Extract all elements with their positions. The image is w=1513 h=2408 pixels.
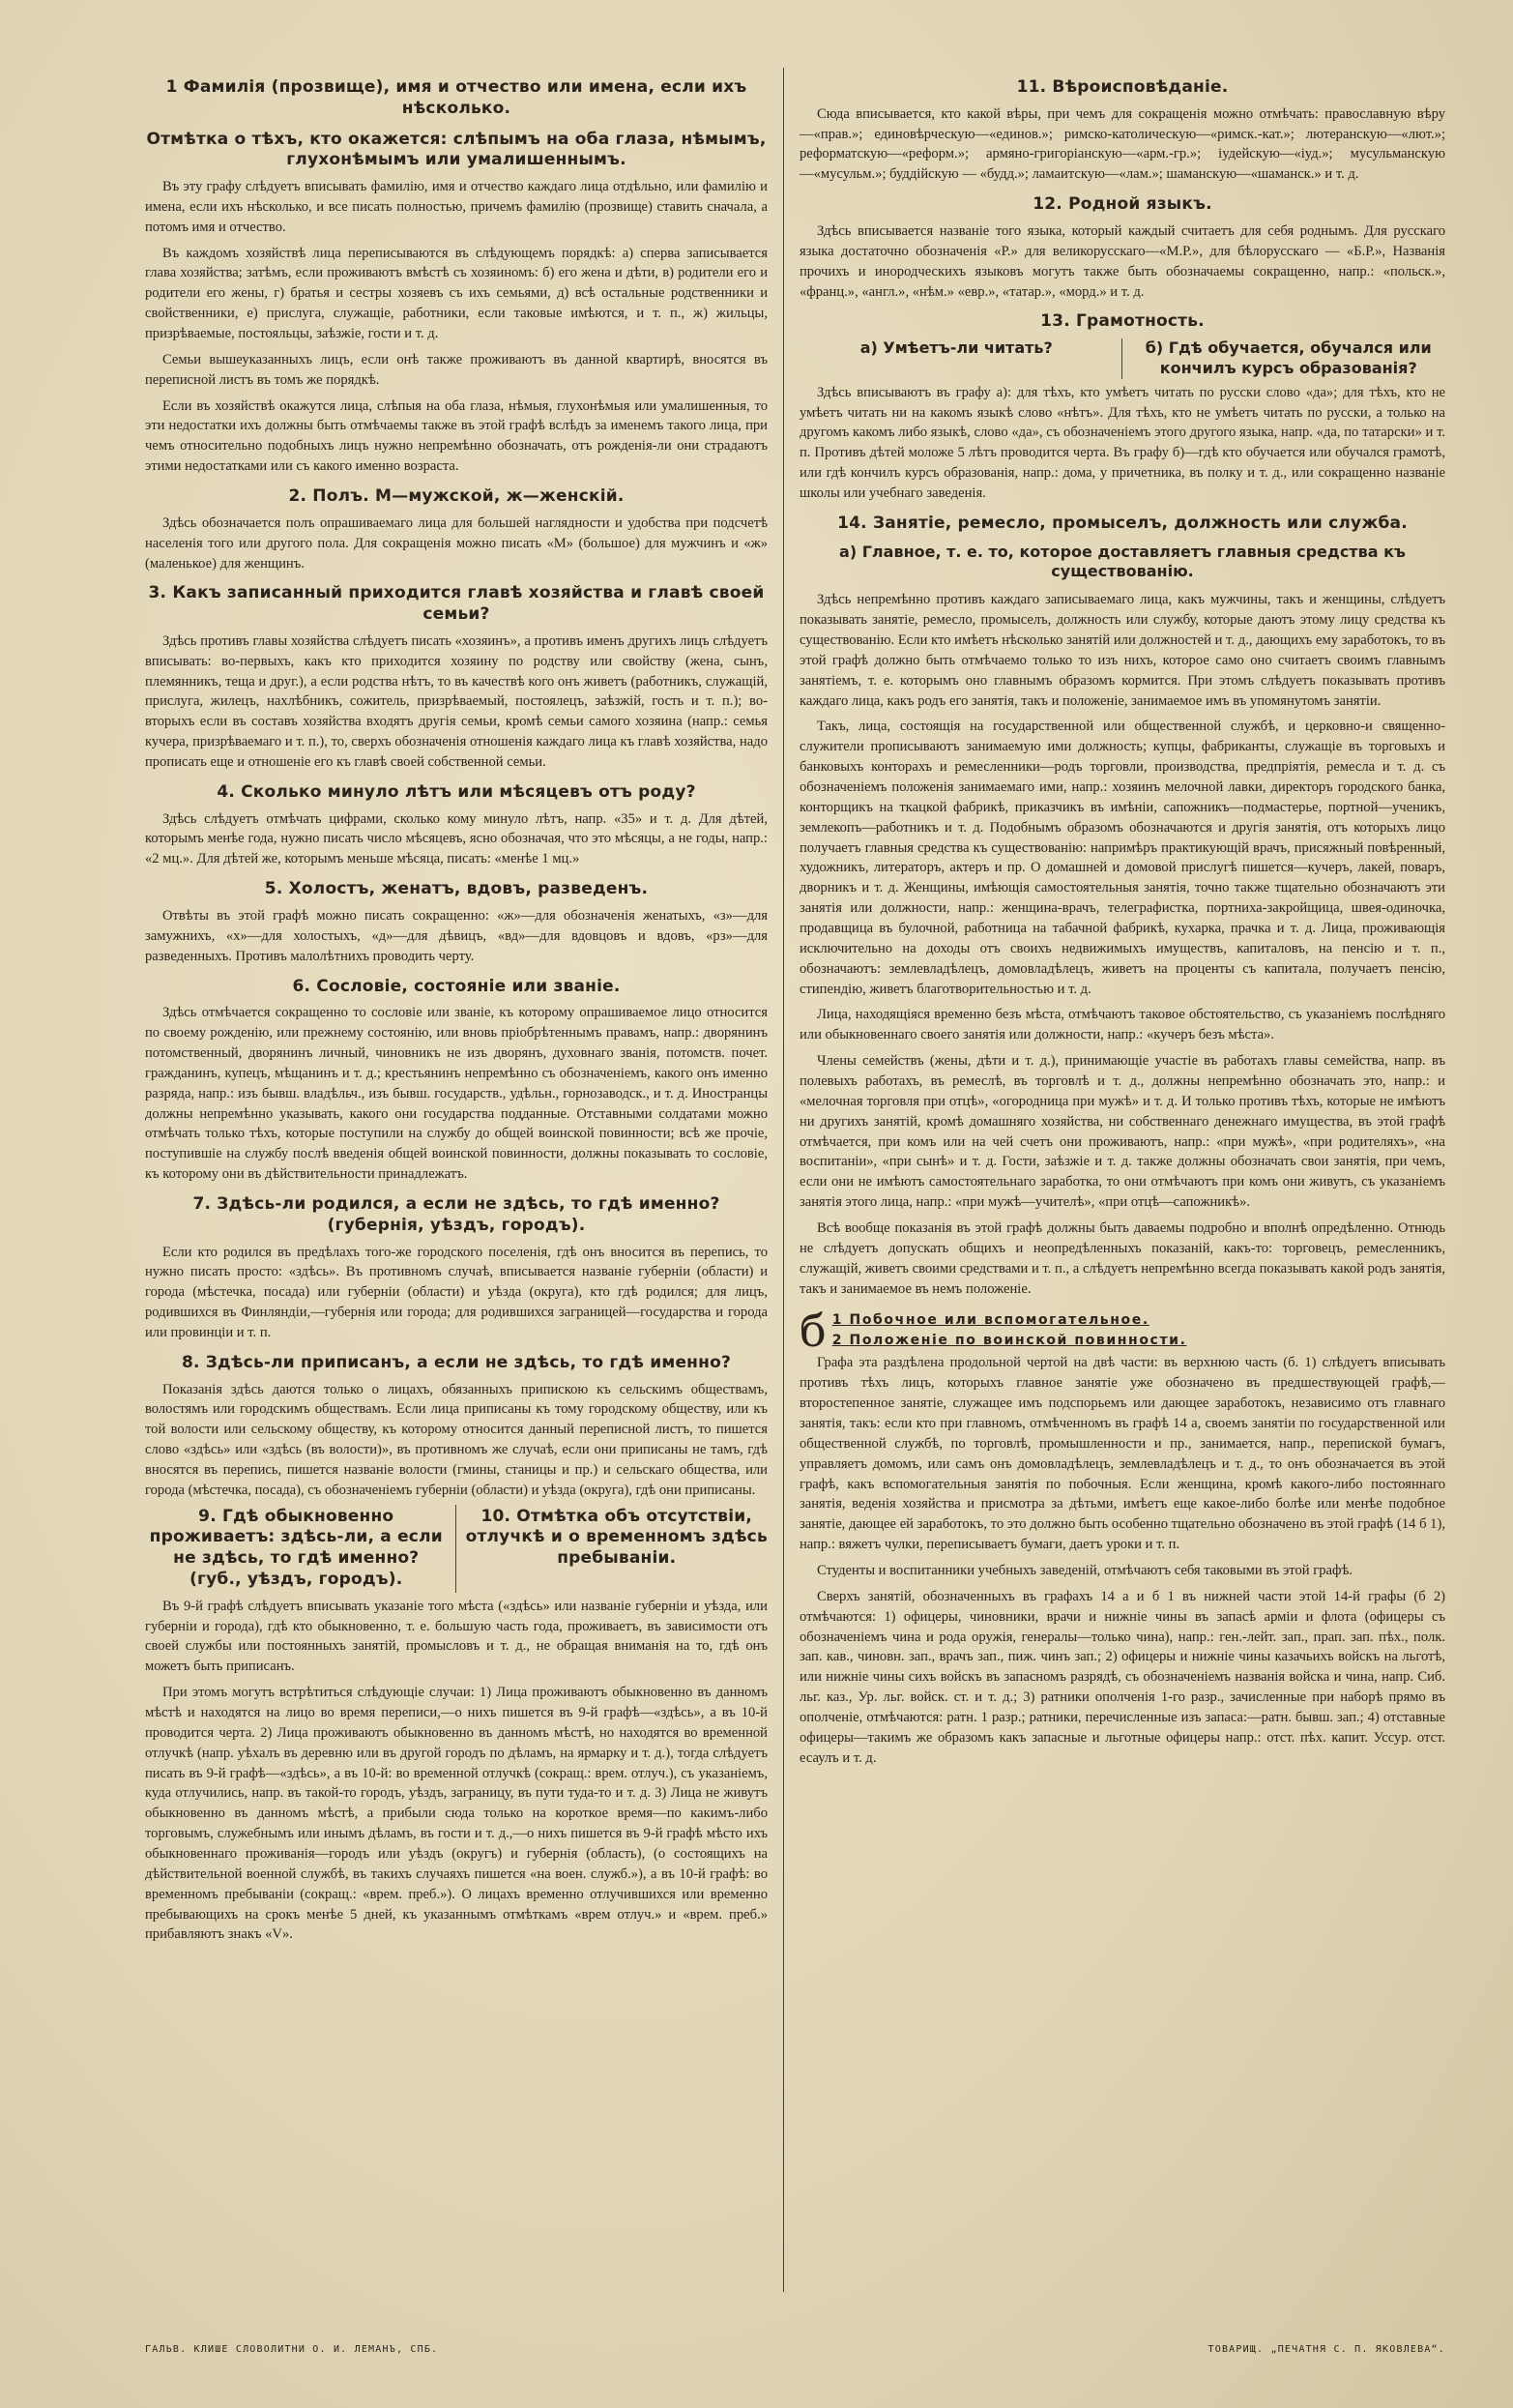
section-2-paragraph: Здѣсь обозначается полъ опрашиваемаго лица для большей наглядности и удобства при подсчетѣ населенія того или другого пола. Для сокращенія можно писать «М» (большое) для мужчинъ и «ж» (маленькое) для женщинъ. <box>145 514 768 572</box>
section-2-title: 2. Полъ. М—мужской, ж—женскій. <box>288 486 625 507</box>
section-14-paragraph: Члены семействъ (жены, дѣти и т. д.), принимающіе участіе въ работахъ главы семейства, напр. въ полевыхъ работахъ, въ ремеслѣ, въ торговлѣ и т. д., должны непремѣнно обозначать это, напр.: и «мелочная торговля при отцѣ», «огородница при мужѣ» и т. д. И только противъ тѣхъ, которые не имѣютъ ни другихъ занятій, кромѣ домашняго хозяйства, ни собственнаго денежнаго имущества, въ этой графѣ отмѣчается, при комъ или на чей счетъ они проживаютъ, напр.: «при мужѣ», «при родителяхъ», «на воспитаніи», «при сынѣ» и т. д. Гости, заѣзжіе и т. д. также должны обозначать свои занятія, при чемъ, если они не имѣютъ самостоятельнаго заработка, то они отмѣчаютъ при комъ они живутъ, съ указаніемъ занятія этого лица, напр.: «при мужѣ—учителѣ», «при отцѣ—сапожникѣ». <box>800 1053 1445 1211</box>
note-1: 1 Побочное или вспомогательное. <box>831 1312 1149 1329</box>
section-5-title: 5. Холостъ, женатъ, вдовъ, разведенъ. <box>264 879 649 899</box>
section-14b-notes <box>800 1305 1445 1358</box>
sections-9-10-header <box>145 1505 768 1593</box>
section-14-paragraph: Здѣсь непремѣнно противъ каждаго записываемаго лица, какъ мужчины, такъ и женщины, слѣдуетъ показывать занятіе, ремесло, промыселъ, должность или службу, которые даютъ этому лицу средства къ существованію. Если кто имѣетъ нѣсколько занятій или должностей и т. д., дающихъ ему заработокъ, то въ этой графѣ должно быть отмѣчаемо только то изъ нихъ, которое само оно считаетъ своимъ главнымъ занятіемъ, т. е. которымъ оно главнымъ образомъ кормится. При этомъ слѣдуетъ показывать противъ каждаго лица, какъ родъ его занятія, такъ и положеніе, занимаемое имъ въ упомянутомъ занятіи. <box>800 592 1445 709</box>
section-3-title: 3. Какъ записанный приходится главѣ хозяйства и главѣ своей семьи? <box>148 583 765 625</box>
section-4-title: 4. Сколько минуло лѣтъ или мѣсяцевъ отъ роду? <box>217 781 696 802</box>
footer-left-imprint: ГАЛЬВ. КЛИШЕ СЛОВОЛИТНИ О. И. ЛЕМАНЪ, СПБ. <box>145 2344 439 2355</box>
left-column <box>145 68 783 2292</box>
section-1-paragraph: Семьи вышеуказанныхъ лицъ, если онѣ также проживаютъ въ данной квартирѣ, вносятся въ переписной листъ въ томъ же порядкѣ. <box>145 351 768 388</box>
section-1-title: 1 Фамилія (прозвище), имя и отчество или имена, если ихъ нѣсколько. <box>165 77 747 118</box>
section-1-paragraph: Въ каждомъ хозяйствѣ лица переписываются въ слѣдующемъ порядкѣ: а) сперва записывается глава хозяйства; затѣмъ, если проживаютъ вмѣстѣ съ хозяиномъ: б) его жена и дѣти, в) родители его и родители его жены, г) братья и сестры хозяевъ съ ихъ семьями, д) всѣ остальные родственники и свойственники, е) прислуга, служащіе, работники, если таковые имѣются, и т. п., ж) жильцы, призрѣваемые, постояльцы, заѣзжіе, гости и т. д. <box>145 245 768 342</box>
section-14-title: 14. Занятіе, ремесло, промыселъ, должность или служба. <box>837 513 1408 533</box>
printer-footer <box>145 2344 1445 2355</box>
right-column <box>783 68 1445 2292</box>
section-4-paragraph: Здѣсь слѣдуетъ отмѣчать цифрами, сколько кому минуло лѣтъ, напр. «35» и т. д. Для дѣтей, которымъ менѣе года, нужно писать число мѣсяцевъ, ясно обозначая, что это мѣсяцы, а не годы, напр.: «2 мц.». Для дѣтей же, которымъ меньше мѣсяца, писать: «менѣе 1 мц.» <box>145 810 768 867</box>
section-10-title: 10. Отмѣтка объ отсутствіи, отлучкѣ и о временномъ здѣсь пребываніи. <box>465 1506 768 1569</box>
section-14-paragraph: Лица, находящіяся временно безъ мѣста, отмѣчаютъ таковое обстоятельство, съ указаніемъ послѣдняго или обыкновеннаго своего занятія или должности, напр.: «кучеръ безъ мѣста». <box>800 1007 1445 1043</box>
section-9-paragraph: Въ 9-й графѣ слѣдуетъ вписывать указаніе того мѣста («здѣсь» или названіе губерніи и уѣзда, или губерніи и города), гдѣ кто обыкновенно, т. е. большую часть года, проживаетъ, въ зависимости отъ своей службы или постоянныхъ занятій, промысловъ и т. д., не обращая вниманія на то, гдѣ онъ можетъ быть приписанъ. <box>145 1598 768 1675</box>
footer-right-imprint: ТОВАРИЩ. „ПЕЧАТНЯ С. П. ЯКОВЛЕВА“. <box>1207 2344 1445 2355</box>
section-13-subheaders <box>800 338 1445 379</box>
section-9-title: 9. Гдѣ обыкновенно проживаетъ: здѣсь-ли, а если не здѣсь, то гдѣ именно? (губ., уѣздъ, городъ). <box>149 1506 443 1589</box>
section-6-paragraph: Здѣсь отмѣчается сокращенно то сословіе или званіе, къ которому опрашиваемое лицо относится по своему рожденію, или прежнему состоянію, или вновь пріобрѣтеннымъ правамъ, напр.: дворянинъ потомственный, дворянинъ личный, чиновникъ не изъ дворянъ, духовнаго званія, потомств. почет. гражданинъ, купецъ, мѣщанинъ и т. д.; крестьянинъ непремѣнно съ обозначеніемъ, какого онъ именно разряда, напр.: изъ бывш. владѣльч., изъ бывш. государств., удѣльн., горнозаводск., и т. д. Иностранцы должны непремѣнно указывать, какого они государства подданные. Отставными солдатами можно отмѣчать только тѣхъ, которые поступили на службу до общей воинской повинности; всѣ же прочіе, поступившіе на службу послѣ введенія общей воинской повинности, должны показывать то сословіе, къ которому они въ дѣйствительности принадлежатъ. <box>145 1005 768 1183</box>
section-7-title: 7. Здѣсь-ли родился, а если не здѣсь, то гдѣ именно? (губернія, уѣздъ, городъ). <box>192 1194 720 1235</box>
section-13-title: 13. Грамотность. <box>1040 311 1205 332</box>
section-6-title: 6. Сословіе, состояніе или званіе. <box>292 976 621 996</box>
section-13a-title: а) Умѣетъ-ли читать? <box>859 338 1053 358</box>
section-7-paragraph: Если кто родился въ предѣлахъ того-же городского поселенія, гдѣ онъ вносится въ перепись, то нужно писать просто: «здѣсь». Въ противномъ случаѣ, вписывается названіе губерніи (области) и города (мѣстечка, посада) или губерніи (области) и уѣзда (округа), кто гдѣ родился; для лицъ, родившихся въ Финляндіи,—губернія или города; для родившихся заграницей—государства и города или провинціи и т. п. <box>145 1244 768 1340</box>
section-13b-title: б) Гдѣ обучается, обучался или кончилъ курсъ образованія? <box>1145 338 1432 377</box>
section-5-paragraph: Отвѣты въ этой графѣ можно писать сокращенно: «ж»—для обозначенія женатыхъ, «з»—для замужнихъ, «х»—для холостыхъ, «д»—для дѣвицъ, «вд»—для вдовцовъ и вдовъ, «рз»—для разведенныхъ. Противъ малолѣтнихъ проводить черту. <box>145 907 768 964</box>
section-14b-paragraph: Графа эта раздѣлена продольной чертой на двѣ части: въ верхнюю часть (б. 1) слѣдуетъ вписывать противъ тѣхъ лицъ, которыхъ главное занятіе уже обозначено въ предшествующей графѣ,—второстепенное занятіе, служащее имъ подспорьемъ или дающее заработокъ, независимо отъ главнаго занятія, такъ: если кто при главномъ, отмѣченномъ въ графѣ 14 а, своемъ занятіи по государственной или общественной службѣ, по торговлѣ, промышленности и пр., занимается, напр., перепиской бумагъ, управляетъ домомъ, или самъ онъ домовладѣлецъ, землевладѣлецъ и т. д., то онъ обозначается въ этой графѣ, какъ вспомогательныя занятія по побочныя. Если женщина, кромѣ какого-либо постояннаго занятія, веденія хозяйства и присмотра за дѣтьми, имѣетъ еще какое-либо болѣе или менѣе подобное занятіе, дающее ей заработокъ, то это должно быть особенно тщательно обозначено въ этой графѣ (14 б 1), напр.: вяжетъ чулки, переписываетъ бумаги, даетъ уроки и т. п. <box>800 1355 1445 1553</box>
section-1-subtitle: Отмѣтка о тѣхъ, кто окажется: слѣпымъ на оба глаза, нѣмымъ, глухонѣмымъ или умалишеннымъ. <box>146 129 767 170</box>
section-3-paragraph: Здѣсь противъ главы хозяйства слѣдуетъ писать «хозяинъ», а противъ именъ другихъ лицъ слѣдуетъ вписывать: во-первыхъ, какъ кто приходится хозяину по родству или свойству (жена, сынъ, племянникъ, теща и друг.), а если родства нѣтъ, то въ качествѣ кого онъ живетъ (работникъ, служащій, прислуга, жилецъ, нахлѣбникъ, сожитель, призрѣваемый, постоялецъ, заѣзжій, гость и т. п.); во-вторыхъ если въ составъ хозяйства входятъ другія семьи, кромѣ семьи самого хозяина (напр.: семья кучера, призрѣваемаго и т. п.), то, сверхъ обозначенія отношенія каждаго лица къ главѣ хозяйства, надо прописать еще и отношеніе его къ главѣ своей собственной семьи. <box>145 632 768 771</box>
two-column-layout <box>145 68 1445 2292</box>
section-14a-title: а) Главное, т. е. то, которое доставляетъ главныя средства къ существованію. <box>839 542 1406 581</box>
section-1-paragraph: Въ эту графу слѣдуетъ вписывать фамилію, имя и отчество каждаго лица отдѣльно, или фамилію и имена, если ихъ нѣсколько, и все писать полностью, причемъ фамилію (прозвище) ставить сначала, а потомъ имя и отчество. <box>145 179 768 235</box>
section-8-title: 8. Здѣсь-ли приписанъ, а если не здѣсь, то гдѣ именно? <box>181 1352 732 1372</box>
section-14-paragraph: Всѣ вообще показанія въ этой графѣ должны быть даваемы подробно и вполнѣ опредѣленно. Отнюдь не слѣдуетъ допускать общихъ и неопредѣленныхъ показаній, какъ-то: торговецъ, ремесленникъ, служащій, живетъ своими средствами и т. п., а слѣдуетъ непремѣнно всегда показывать какой родъ занятія, такъ и занимаемое въ немъ положеніе. <box>800 1220 1445 1297</box>
section-12-title: 12. Родной языкъ. <box>1033 194 1212 215</box>
section-13-paragraph: Здѣсь вписываютъ въ графу а): для тѣхъ, кто умѣетъ читать по русски слово «да»; для тѣхъ, кто не умѣетъ читать ни на какомъ языкѣ слово «нѣтъ». Для тѣхъ, кто не умѣетъ читать по русски, а только на другомъ какомъ либо языкѣ, слово «да», съ обозначеніемъ этого другого языка, напр. «да, по татарски» и т. п. Противъ дѣтей моложе 5 лѣтъ проводится черта. Въ графу б)—гдѣ кто обучается или обучался грамотѣ, или гдѣ кончилъ курсъ образованія, напр.: дома, у причетника, въ полку и т. д., или сокращенно названіе школы или учебнаго заведенія. <box>800 384 1445 502</box>
section-14-paragraph: Такъ, лица, состоящія на государственной или общественной службѣ, и церковно-и священно-служители прописываютъ занимаемую ими должность; купцы, фабриканты, служащіе въ торговыхъ и банковыхъ конторахъ и ремесленники—родъ торговли, производства, предпріятія, ремесла и т. д. съ обозначеніемъ положенія занимаемаго ими, напр.: хозяинъ мелочной лавки, директоръ городского банка, конторщикъ на ткацкой фабрикѣ, приказчикъ въ имѣніи, сапожникъ—подмастерье, портной—ученикъ, землекопъ—работникъ и т. д. Подобнымъ образомъ обозначаются и другія занятія, отъ которыхъ лицо получаетъ главныя средства къ существованію: напримѣръ практикующій врачъ, присяжный повѣренный, художникъ, литераторъ, актеръ и пр. О домашней и домовой прислугѣ пишется—кучеръ, лакей, поваръ, дворникъ и т. д. Женщины, имѣющія самостоятельныя занятія, точно также тщательно обозначаютъ эти занятія или должности, напр.: женщина-врачъ, телеграфистка, портниха-закройщица, швея-одиночка, продавщица въ булочной, работница на табачной фабрикѣ, кухарка, прачка и т. д. Лица, проживающія исключительно на доходы отъ своихъ недвижимыхъ имуществъ, капиталовъ, на пенсію и т. п., обозначаютъ: землевладѣлецъ, домовладѣлецъ, живетъ на проценты съ капитала, получаетъ пенсію, стипендію, живетъ благотворительностью и т. д. <box>800 719 1445 997</box>
note-2: 2 Положеніе по воинской повинности. <box>831 1333 1187 1349</box>
section-14b-paragraph: Сверхъ занятій, обозначенныхъ въ графахъ 14 а и б 1 въ нижней части этой 14-й графы (б 2) отмѣчаются: 1) офицеры, чиновники, врачи и нижніе чины въ запасѣ арміи и флота (офицеры съ обозначеніемъ чина и рода оружія, генералы—только чина), напр.: ген.-лейт. зап., прап. зап. пѣх., полк. зап. кав., чиновн. зап., врачъ зап., пиж. чинъ зап.; 2) офицеры и нижніе чины казачьихъ войскъ на льготѣ, или нижніе чины сихъ войскъ въ запасномъ разрядѣ, съ обозначеніемъ названія войска и чина, напр. Сиб. льг. каз., Ур. льг. войск. ст. и т. д.; 3) ратники ополченія 1-го разр., зачисленные при наборѣ прямо въ ополченіе, отмѣчаются: ратн. 1 разр.; ратники, перечисленные изъ запаса:—ратн. бывш. зап.; 4) отставные офицеры—такимъ же образомъ какъ запасные и льготные офицеры напр.: отст. пѣх. капит. Уссур. отст. есаулъ и т. д. <box>800 1588 1445 1766</box>
section-9-paragraph: При этомъ могутъ встрѣтиться слѣдующіе случаи: 1) Лица проживаютъ обыкновенно въ данномъ мѣстѣ и находятся на лицо во время переписи,—о нихъ пишется въ 9-й графѣ—«здѣсь», а въ 10-й проводится черта. 2) Лица проживаютъ обыкновенно въ данномъ мѣстѣ, но находятся во временной отлучкѣ (напр. уѣхалъ въ деревню или въ другой городъ по дѣламъ, на ярмарку и т. д.), тогда слѣдуетъ писать въ 9-й графѣ—«здѣсь», а въ 10-й: во временной отлучкѣ (сокращ.: врем. отлуч.), съ указаніемъ, куда отлучились, напр. въ такой-то городъ, уѣздъ, заграницу, въ пути туда-то и т. д. 3) Лица не живутъ обыкновенно въ данномъ мѣстѣ, а прибыли сюда только на короткое время—по какимъ-либо торговымъ, служебнымъ или инымъ дѣламъ, въ гости и т. д.,—о нихъ пишется въ 9-й графѣ мѣсто ихъ обыкновеннаго проживанія—городъ или уѣздъ (округъ) и губернія (область), (о состоящихъ на дѣйствительной военной службѣ, въ такихъ случаяхъ пишется «на воен. служб.»), а въ 10-й графѣ: во временномъ пребываніи (сокращ.: «врем. преб.»). О лицахъ временно отлучившихся или временно пребывающихъ на срокъ менѣе 5 дней, къ указаннымъ отмѣткамъ «врем отлуч.» и «врем. преб.» прибавляютъ знакъ «V». <box>145 1685 768 1943</box>
notes-lines <box>832 1310 1187 1351</box>
section-8-paragraph: Показанія здѣсь даются только о лицахъ, обязанныхъ припискою къ сельскимъ обществамъ, волостямъ или городскимъ обществамъ. Если лица приписаны къ тому городскому обществу, или къ той волости или сельскому обществу, къ которому относится данный переписной листъ, то пишется слово «здѣсь» или «здѣсь (въ волости)», въ противномъ же случаѣ, если они приписаны не тамъ, гдѣ вносятся въ перепись, пишется названіе волости (гмины, станицы и пр.) и сельскаго общества, или города (мѣстечка, посада), съ обозначеніемъ губерніи (области) и уѣзда (округа), гдѣ они приписаны. <box>145 1381 768 1498</box>
section-14b-paragraph: Студенты и воспитанники учебныхъ заведеній, отмѣчаютъ себя таковыми въ этой графѣ. <box>817 1563 1353 1579</box>
section-11-paragraph: Сюда вписывается, кто какой вѣры, при чемъ для сокращенія можно отмѣчать: православную вѣру—«прав.»; единовѣрческую—«единов.»; римско-католическую—«римск.-кат.»; лютеранскую—«лют.»; реформатскую—«реформ.»; армяно-григоріанскую—«арм.-гр.»; іудейскую—«іуд.»; мусульманскую—«мусульм.»; буддійскую — «будд.»; ламаитскую—«лам.»; шаманскую—«шаманск.» и т. д. <box>800 105 1445 183</box>
section-11-title: 11. Вѣроисповѣданіе. <box>1016 77 1229 97</box>
section-12-paragraph: Здѣсь вписывается названіе того языка, который каждый считаетъ для себя роднымъ. Для русскаго языка достаточно обозначенія «Р.» для великорусскаго—«М.Р.», для бѣлорусскаго — «Б.Р.», Названія прочихъ и инородческихъ языковъ могутъ также быть обозначаемы сокращенно, напр.: «польск.», «франц.», «англ.», «нѣм.» «евр.», «татар.», «морд.» и т. д. <box>800 222 1445 300</box>
section-1-paragraph: Если въ хозяйствѣ окажутся лица, слѣпыя на оба глаза, нѣмыя, глухонѣмыя или умалишенныя, то эти недостатки ихъ должны быть отмѣчаемы также въ этой графѣ вслѣдъ за именемъ такого лица, при чемъ относительно подобныхъ лицъ нужно непремѣнно обозначать, отъ рожденія-ли они страдаютъ этими недостатками или съ какого именно возраста. <box>145 397 768 475</box>
notes-letter: б <box>800 1305 827 1358</box>
